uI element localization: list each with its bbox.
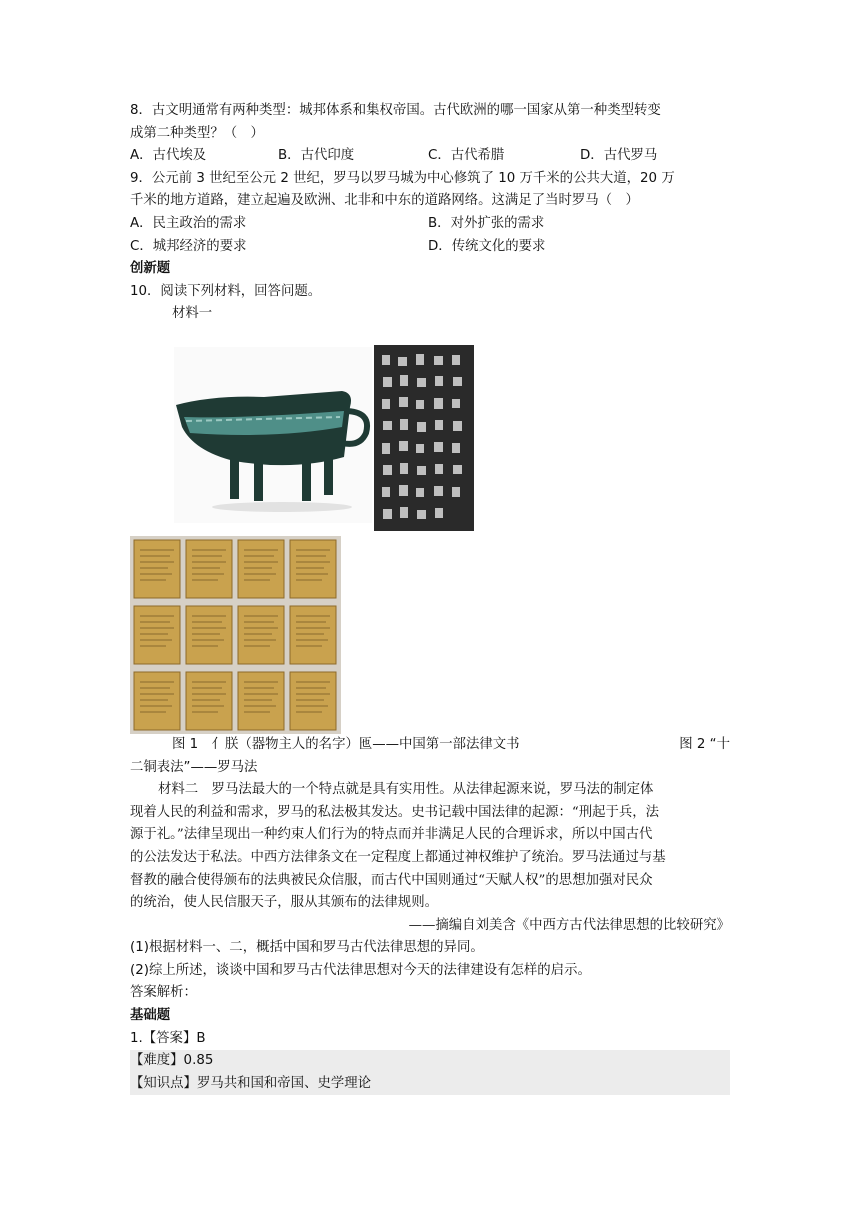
figures-area xyxy=(130,329,730,734)
q9-option-b: B．对外扩张的需求 xyxy=(428,215,545,231)
bronze-yi-vessel-image xyxy=(174,347,372,523)
q9-options-row2 xyxy=(130,236,730,259)
q8-option-a: A．古代埃及 xyxy=(130,148,207,164)
section-innovation-heading: 创新题 xyxy=(130,261,171,277)
q8-options xyxy=(130,145,730,168)
q8-option-b: B．古代印度 xyxy=(278,148,355,164)
q10-subquestion-2: (2)综上所述，谈谈中国和罗马古代法律思想对今天的法律建设有怎样的启示。 xyxy=(130,962,591,978)
q9-option-a: A．民主政治的需求 xyxy=(130,215,247,231)
q8-line2: 成第二种类型？（ ） xyxy=(130,125,264,141)
q9-line1: 9．公元前 3 世纪至公元 2 世纪，罗马以罗马城为中心修筑了 10 万千米的公共大道，20 万 xyxy=(130,170,675,186)
document-page xyxy=(130,100,730,1095)
q9-option-c: C．城邦经济的要求 xyxy=(130,238,247,254)
material2-line: 材料二 罗马法最大的一个特点就是具有实用性。从法律起源来说，罗马法的制定体 xyxy=(158,782,654,798)
q9-line2: 千米的地方道路，建立起遍及欧洲、北非和中东的道路网络。这满足了当时罗马（ ） xyxy=(130,193,639,209)
material2-source: ——摘编自刘美含《中西方古代法律思想的比较研究》 xyxy=(408,917,730,933)
inscription-rubbing-image xyxy=(374,345,474,531)
q9-options-row1 xyxy=(130,213,730,236)
material2-line: 源于礼。”法律呈现出一种约束人们行为的特点而并非满足人民的合理诉求，所以中国古代 xyxy=(130,827,653,843)
material1-label: 材料一 xyxy=(172,306,213,322)
figure2-caption-end: 二铜表法”——罗马法 xyxy=(130,759,258,775)
figure-caption xyxy=(130,734,730,757)
answer1-knowledge: 【知识点】罗马共和国和帝国、史学理论 xyxy=(130,1073,730,1096)
section-basic-heading: 基础题 xyxy=(130,1008,171,1024)
answer1-answer: 1.【答案】B xyxy=(130,1030,206,1046)
q8-line1: 8．古文明通常有两种类型：城邦体系和集权帝国。古代欧洲的哪一国家从第一种类型转变 xyxy=(130,103,661,118)
material2-line: 现着人民的利益和需求，罗马的私法极其发达。史书记载中国法律的起源：“刑起于兵，法 xyxy=(130,804,660,820)
q8-option-c: C．古代希腊 xyxy=(428,148,505,164)
answer-analysis-header: 答案解析： xyxy=(130,985,197,1001)
q10-subquestion-1: (1)根据材料一、二，概括中国和罗马古代法律思想的异同。 xyxy=(130,940,484,956)
material2-line: 的统治，使人民信服天子，服从其颁布的法律规则。 xyxy=(130,895,438,911)
figure2-caption-start: 图 2 “十 xyxy=(679,736,730,752)
figure1-caption: 图 1 亻朕（器物主人的名字）匜——中国第一部法律文书 xyxy=(172,736,520,752)
material2-line: 的公法发达于私法。中西方法律条文在一定程度上都通过神权维护了统治。罗马法通过与基 xyxy=(130,849,666,865)
q10-intro: 10．阅读下列材料，回答问题。 xyxy=(130,283,322,299)
q9-option-d: D．传统文化的要求 xyxy=(428,238,546,254)
material2-line: 督教的融合使得颁布的法典被民众信服，而古代中国则通过“天赋人权”的思想加强对民众 xyxy=(130,872,653,888)
answer1-difficulty: 【难度】0.85 xyxy=(130,1050,730,1073)
material2-paragraph xyxy=(130,779,730,915)
q8-option-d: D．古代罗马 xyxy=(580,148,658,164)
twelve-tables-image xyxy=(130,536,341,734)
